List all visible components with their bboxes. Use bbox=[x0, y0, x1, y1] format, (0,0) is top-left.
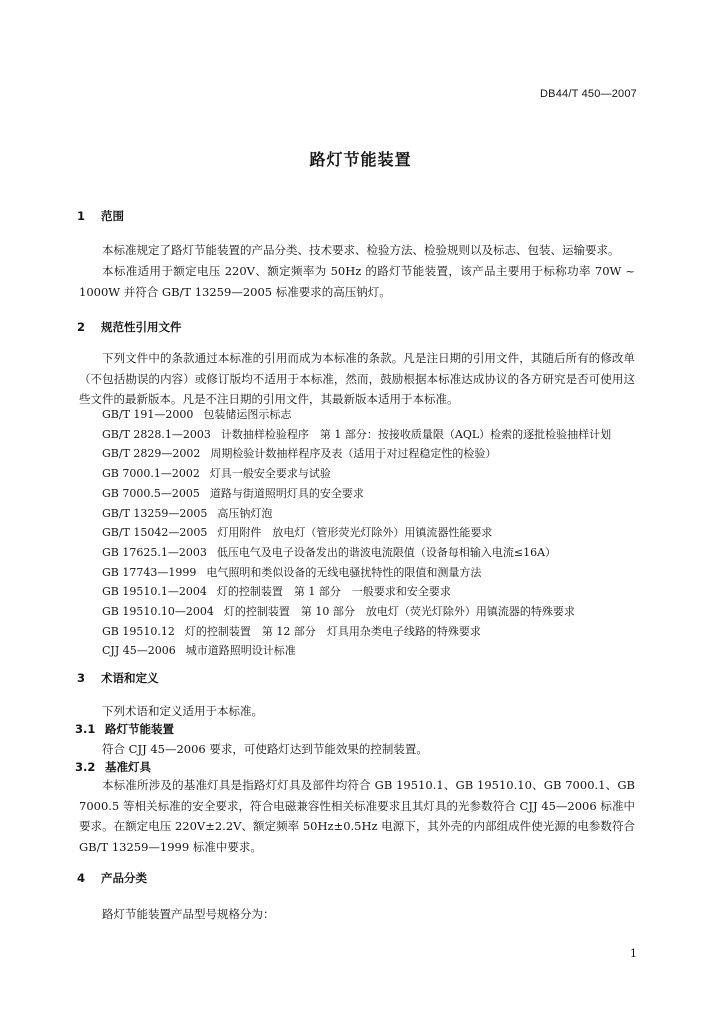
product-classification-text: 路灯节能装置产品型号规格分为： bbox=[102, 907, 275, 921]
reference-item bbox=[102, 504, 611, 524]
reference-list bbox=[102, 405, 611, 661]
reference-code: GB 7000.5—2005 bbox=[102, 486, 200, 500]
reference-title: 高压钠灯泡 bbox=[217, 506, 273, 520]
section-title: 范围 bbox=[101, 209, 124, 223]
reference-title: 周期检验计数抽样程序及表（适用于对过程稳定性的检验） bbox=[210, 447, 497, 461]
term-3-2-heading bbox=[75, 759, 151, 775]
reference-code: GB/T 15042—2005 bbox=[102, 526, 208, 540]
section-title: 产品分类 bbox=[101, 871, 147, 885]
reference-item bbox=[102, 641, 611, 661]
reference-code: GB 17743—1999 bbox=[102, 565, 197, 579]
reference-code: GB 19510.12 bbox=[102, 624, 175, 638]
section-2-heading bbox=[77, 319, 182, 335]
reference-title: 城市道路照明设计标准 bbox=[185, 644, 296, 658]
reference-item bbox=[102, 523, 611, 543]
reference-item bbox=[102, 484, 611, 504]
reference-title: 灯的控制装置 第 1 部分 一般要求和安全要求 bbox=[216, 585, 451, 599]
reference-title: 灯的控制装置 第 10 部分 放电灯（荧光灯除外）用镇流器的特殊要求 bbox=[223, 605, 575, 619]
reference-item bbox=[102, 602, 611, 622]
document-title: 路灯节能装置 bbox=[309, 150, 412, 169]
section-number: 2 bbox=[77, 320, 86, 334]
scope-paragraph-2: 本标准适用于额定电压 220V、额定频率为 50Hz 的路灯节能装置，该产品主要用于标称功率 70W ~ 1000W 并符合 GB/T 13259—2005 标准要求的高压钠灯。 bbox=[79, 264, 635, 299]
reference-title: 灯具一般安全要求与试验 bbox=[209, 467, 331, 481]
reference-code: GB/T 191—2000 bbox=[102, 408, 194, 421]
reference-title: 道路与街道照明灯具的安全要求 bbox=[209, 486, 364, 500]
reference-code: GB 7000.1—2002 bbox=[102, 467, 200, 481]
reference-item bbox=[102, 464, 611, 484]
reference-title: 低压电气及电子设备发出的谐波电流限值（设备每相输入电流≤16A） bbox=[216, 545, 557, 559]
normative-references-intro: 下列文件中的条款通过本标准的引用而成为本标准的条款。凡是注日期的引用文件，其随后所有的修改单（不包括勘误的内容）或修订版均不适用于本标准，然而，鼓励根据本标准达成协议的各方研究是否可使用这些文件的最新版本。凡是不注日期的引用文件，其最新版本适用于本标准。 bbox=[79, 351, 635, 406]
reference-code: CJJ 45—2006 bbox=[102, 644, 176, 658]
section-title: 术语和定义 bbox=[101, 671, 159, 685]
term-3-2-definition: 本标准所涉及的基准灯具是指路灯灯具及部件均符合 GB 19510.1、GB 19510.10、GB 7000.1、GB 7000.5 等相关标准的安全要求，符合电磁兼容性相关标准要求且其灯具的光参数符合 CJJ 45—2006 标准中要求。在额定电压 220V±2.2V、额定频率 50Hz±0.5Hz 电源下，其外壳的内部组成件使光源的电参数符合 GB/T 13259—1999 标准中要求。 bbox=[79, 778, 635, 854]
term-number: 3.1 bbox=[75, 722, 96, 736]
reference-code: GB/T 13259—2005 bbox=[102, 506, 208, 520]
section-3-heading bbox=[77, 670, 159, 686]
section-title: 规范性引用文件 bbox=[101, 320, 182, 334]
reference-code: GB 19510.10—2004 bbox=[102, 605, 214, 619]
reference-item bbox=[102, 582, 611, 602]
term-name: 基准灯具 bbox=[105, 760, 151, 774]
term-number: 3.2 bbox=[75, 760, 96, 774]
section-4-heading bbox=[77, 870, 147, 886]
reference-item bbox=[102, 444, 611, 464]
reference-item bbox=[102, 563, 611, 583]
reference-item bbox=[102, 405, 611, 425]
term-3-1-definition: 符合 CJJ 45—2006 要求，可使路灯达到节能效果的控制装置。 bbox=[102, 742, 428, 756]
reference-title: 灯用附件 放电灯（管形荧光灯除外）用镇流器性能要求 bbox=[217, 526, 493, 540]
reference-title: 灯的控制装置 第 12 部分 灯具用杂类电子线路的特殊要求 bbox=[184, 624, 481, 638]
section-number: 3 bbox=[77, 671, 86, 685]
standard-code: DB44/T 450—2007 bbox=[540, 88, 637, 100]
reference-item bbox=[102, 543, 611, 563]
section-number: 4 bbox=[77, 871, 86, 885]
scope-paragraph-1: 本标准规定了路灯节能装置的产品分类、技术要求、检验方法、检验规则以及标志、包装、运输要求。 bbox=[102, 243, 620, 257]
reference-code: GB/T 2828.1—2003 bbox=[102, 427, 211, 441]
reference-title: 计数抽样检验程序 第 1 部分：按接收质量限（AQL）检索的逐批检验抽样计划 bbox=[220, 427, 612, 441]
reference-title: 电气照明和类似设备的无线电骚扰特性的限值和测量方法 bbox=[206, 565, 482, 579]
reference-item bbox=[102, 622, 611, 642]
reference-code: GB 17625.1—2003 bbox=[102, 545, 207, 559]
reference-item bbox=[102, 425, 611, 445]
reference-title: 包装储运图示标志 bbox=[203, 408, 292, 421]
page-number: 1 bbox=[630, 947, 637, 960]
section-1-heading bbox=[77, 208, 124, 224]
term-name: 路灯节能装置 bbox=[105, 722, 174, 736]
reference-code: GB/T 2829—2002 bbox=[102, 447, 201, 461]
section-number: 1 bbox=[77, 209, 86, 223]
reference-code: GB 19510.1—2004 bbox=[102, 585, 207, 599]
terms-intro: 下列术语和定义适用于本标准。 bbox=[102, 704, 263, 718]
term-3-1-heading bbox=[75, 721, 174, 737]
